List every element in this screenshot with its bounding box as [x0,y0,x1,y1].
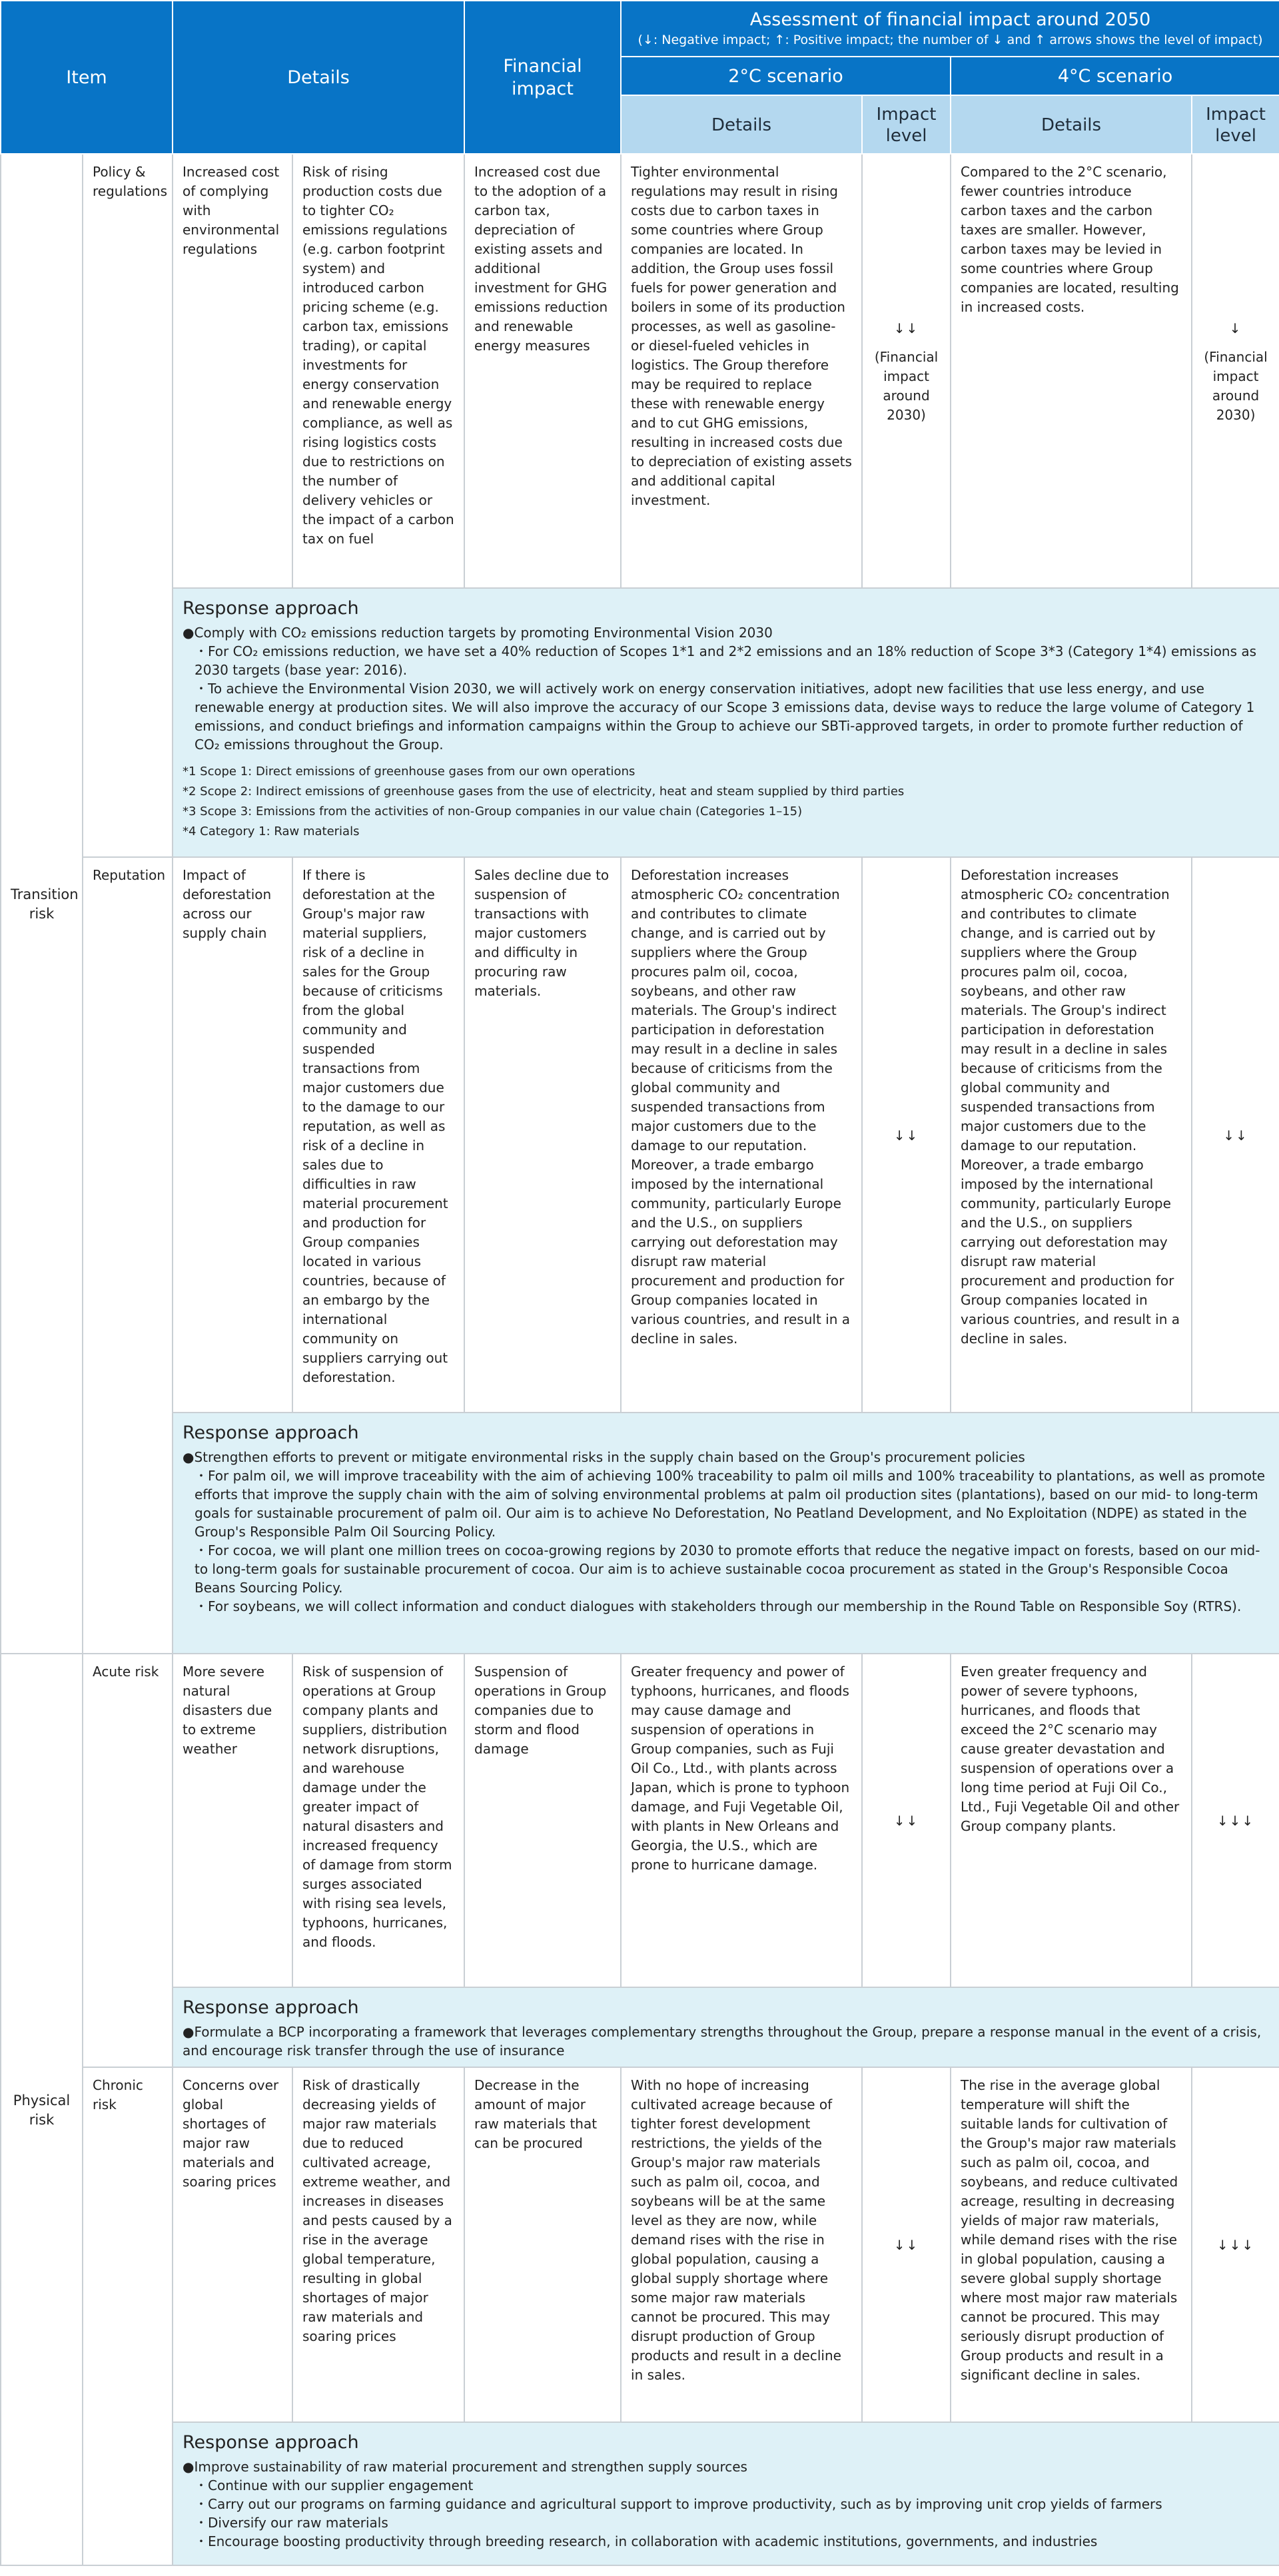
header-assessment-title: Assessment of financial impact around 2050 [749,9,1151,30]
details-cell: Risk of suspension of operations at Group company plants and suppliers, distribution network disruptions, and warehouse damage under the greater impact of natural disasters and increased frequency of damage from storm surges associated with rising sea levels, typhoons, hurricanes, and floods. [292,1654,464,1987]
category-physical-risk: Physical risk [1,1654,83,2565]
subcategory-chronic: Chronic risk [83,2067,173,2565]
header-item: Item [1,1,173,154]
impact-2c-cell [862,857,951,1413]
response-line: ・Carry out our programs on farming guidance and agricultural support to improve productivity, such as by improving unit crop yields of farmers [195,2496,1162,2512]
impact-4c-cell [1192,857,1279,1413]
header-details: Details [173,1,464,154]
subcategory-reputation: Reputation [83,857,173,1654]
footnote: *4 Category 1: Raw materials [183,824,360,838]
impact-4c-cell [1192,2067,1279,2422]
header-assessment [621,1,1279,57]
response-approach-policy [173,588,1279,857]
down-arrow-icon: ↓↓ [893,1127,919,1143]
header-4c-impact-level: Impact level [1192,95,1279,154]
response-bullet: ●Comply with CO₂ emissions reduction targets by promoting Environmental Vision 2030 [183,625,773,641]
response-bullet: ●Improve sustainability of raw material procurement and strengthen supply sources [183,2459,747,2475]
header-scenario-4c: 4°C scenario [951,57,1279,95]
impact-2c-cell [862,2067,951,2422]
details-cell: Risk of rising production costs due to tighter CO₂ emissions regulations (e.g. carbon footprint system) and introduced carbon pricing scheme (e.g. carbon tax, emissions trading), or capital investments for energy conservation and renewable energy compliance, as well as rising logistics costs due to restrictions on the number of delivery vehicles or the impact of a carbon tax on fuel [292,154,464,588]
category-transition-risk: Transition risk [1,154,83,1654]
down-arrow-icon: ↓↓↓ [1216,1813,1255,1829]
response-line: ・For soybeans, we will collect information and conduct dialogues with stakeholders through our membership in the Round Table on Responsible Soy (RTRS). [195,1598,1242,1614]
response-line: ・For cocoa, we will plant one million trees on cocoa-growing regions by 2030 to promote efforts that reduce the negative impact on forests, based on our mid- to long-term goals for sustainable procurement of cocoa. Our aim is to achieve sustainable cocoa procurement as stated in the Group's Responsible Cocoa Beans Sourcing Policy. [195,1542,1260,1596]
scenario-2c-details-cell: With no hope of increasing cultivated acreage because of tighter forest development restrictions, the yields of the Group's major raw materials such as palm oil, cocoa, and soybeans will be at the same level as they are now, while demand rises with the rise in global population, causing a global supply shortage where some major raw materials cannot be procured. This may disrupt production of Group products and result in a decline in sales. [621,2067,862,2422]
response-title: Response approach [183,1423,359,1443]
table-row [1,857,1279,1413]
response-title: Response approach [183,1997,359,2018]
response-line: ・For palm oil, we will improve traceability with the aim of achieving 100% traceability to palm oil mills and 100% traceability to plantations, as well as promote efforts that improve the supply chain with the aim of solving environmental problems at palm oil production sites (plantations), based on our mid- to long-term goals for sustainable procurement of palm oil. Our aim is to achieve No Deforestation, No Peatland Development, and No Exploitation (NDPE) as stated in the Group's Responsible Palm Oil Sourcing Policy. [195,1468,1266,1540]
details-cell: Risk of drastically decreasing yields of major raw materials due to reduced cultivated acreage, extreme weather, and increases in diseases and pests caused by a rise in the average global temperature, resulting in global shortages of major raw materials and soaring prices [292,2067,464,2422]
financial-impact-cell: Decrease in the amount of major raw materials that can be procured [464,2067,621,2422]
scenario-2c-details-cell: Tighter environmental regulations may result in rising costs due to carbon taxes in some countries where Group companies are located. In addition, the Group uses fossil fuels for power generation and boilers in some of its production processes, as well as gasoline- or diesel-fueled vehicles in logistics. The Group therefore may be required to replace these with renewable energy and to cut GHG emissions, resulting in increased costs due to depreciation of existing assets and additional capital investment. [621,154,862,588]
response-approach-reputation [173,1413,1279,1654]
down-arrow-icon: ↓↓ [893,1813,919,1829]
footnote: *2 Scope 2: Indirect emissions of greenhouse gases from the use of electricity, heat and steam supplied by third parties [183,785,905,799]
down-arrow-icon: ↓↓ [893,320,919,336]
header-4c-details: Details [951,95,1192,154]
header-2c-impact-level: Impact level [862,95,951,154]
down-arrow-icon: ↓↓ [1223,1127,1248,1143]
response-line: ・To achieve the Environmental Vision 2030, we will actively work on energy conservation initiatives, adopt new facilities that use less energy, and use renewable energy at production sites. We will also improve the accuracy of our Scope 3 emissions data, devise ways to reduce the large volume of Category 1 emissions, and conduct briefings and information campaigns within the Group to achieve our SBTi-approved targets, in order to promote further reduction of CO₂ emissions throughout the Group. [195,681,1255,753]
impact-note: (Financial impact around 2030) [1204,348,1268,423]
table-row [1,2067,1279,2422]
response-title: Response approach [183,2432,359,2453]
response-title: Response approach [183,598,359,619]
item-cell: More severe natural disasters due to extreme weather [173,1654,292,1987]
response-row [1,1987,1279,2067]
response-bullet: ●Formulate a BCP incorporating a framework that leverages complementary strengths throughout the Group, prepare a response manual in the event of a crisis, and encourage risk transfer through the use of insurance [183,2024,1262,2059]
impact-4c-cell [1192,154,1279,588]
header-assessment-legend: (↓: Negative impact; ↑: Positive impact; the number of ↓ and ↑ arrows shows the level of impact) [638,33,1263,47]
financial-impact-cell: Suspension of operations in Group companies due to storm and flood damage [464,1654,621,1987]
subcategory-acute: Acute risk [83,1654,173,2067]
footnote: *3 Scope 3: Emissions from the activities of non-Group companies in our value chain (Categories 1–15) [183,805,803,818]
table-row [1,1654,1279,1987]
scenario-4c-details-cell: Deforestation increases atmospheric CO₂ concentration and contributes to climate change, and is carried out by suppliers where the Group procures palm oil, cocoa, soybeans, and other raw materials. The Group's indirect participation in deforestation may result in a decline in sales because of criticisms from the global community and suspended transactions from major customers due to the damage to our reputation. Moreover, a trade embargo imposed by the international community, particularly Europe and the U.S., on suppliers carrying out deforestation may disrupt raw material procurement and production for Group companies located in various countries, and result in a decline in sales. [951,857,1192,1413]
response-row [1,2422,1279,2565]
down-arrow-icon: ↓↓ [893,2237,919,2253]
subcategory-policy: Policy & regulations [83,154,173,857]
item-cell: Concerns over global shortages of major raw materials and soaring prices [173,2067,292,2422]
response-line: ・For CO₂ emissions reduction, we have set a 40% reduction of Scopes 1*1 and 2*2 emissions and an 18% reduction of Scope 3*3 (Category 1*4) emissions as 2030 targets (base year: 2016). [195,643,1257,678]
item-cell: Increased cost of complying with environmental regulations [173,154,292,588]
response-bullet: ●Strengthen efforts to prevent or mitigate environmental risks in the supply chain based on the Group's procurement policies [183,1449,1025,1465]
response-row [1,1413,1279,1654]
down-arrow-icon: ↓ [1229,320,1242,336]
details-cell: If there is deforestation at the Group's major raw material suppliers, risk of a decline in sales for the Group because of criticisms from the global community and suspended transactions from major customers due to the damage to our reputation, as well as risk of a decline in sales due to difficulties in raw material procurement and production for Group companies located in various countries, because of an embargo by the international community on suppliers carrying out deforestation. [292,857,464,1413]
response-approach-acute [173,1987,1279,2067]
footnote: *1 Scope 1: Direct emissions of greenhouse gases from our own operations [183,765,636,779]
impact-2c-cell [862,154,951,588]
response-line: ・Continue with our supplier engagement [195,2477,474,2493]
header-financial-impact: Financial impact [464,1,621,154]
scenario-4c-details-cell: Even greater frequency and power of severe typhoons, hurricanes, and floods that exceed the 2°C scenario may cause greater devastation and suspension of operations over a long time period at Fuji Oil Co., Ltd., Fuji Vegetable Oil and other Group company plants. [951,1654,1192,1987]
impact-note: (Financial impact around 2030) [874,348,939,423]
scenario-2c-details-cell: Deforestation increases atmospheric CO₂ concentration and contributes to climate change, and is carried out by suppliers where the Group procures palm oil, cocoa, soybeans, and other raw materials. The Group's indirect participation in deforestation may result in a decline in sales because of criticisms from the global community and suspended transactions from major customers due to the damage to our reputation. Moreover, a trade embargo imposed by the international community, particularly Europe and the U.S., on suppliers carrying out deforestation may disrupt raw material procurement and production for Group companies located in various countries, and result in a decline in sales. [621,857,862,1413]
response-line: ・Encourage boosting productivity through breeding research, in collaboration with academic institutions, governments, and industries [195,2533,1098,2549]
header-scenario-2c: 2°C scenario [621,57,951,95]
scenario-4c-details-cell: Compared to the 2°C scenario, fewer countries introduce carbon taxes and the carbon taxes are smaller. However, carbon taxes may be levied in some countries where Group companies are located, resulting in increased costs. [951,154,1192,588]
response-approach-chronic [173,2422,1279,2565]
response-line: ・Diversify our raw materials [195,2515,388,2531]
response-row [1,588,1279,857]
scenario-2c-details-cell: Greater frequency and power of typhoons, hurricanes, and floods may cause damage and suspension of operations in Group companies, such as Fuji Oil Co., Ltd., with plants across Japan, which is prone to typhoon damage, and Fuji Vegetable Oil, with plants in New Orleans and Georgia, the U.S., which are prone to hurricane damage. [621,1654,862,1987]
financial-impact-cell: Sales decline due to suspension of transactions with major customers and difficulty in procuring raw materials. [464,857,621,1413]
footnotes [183,762,1270,842]
scenario-4c-details-cell: The rise in the average global temperature will shift the suitable lands for cultivation of the Group's major raw materials such as palm oil, cocoa, and soybeans, and reduce cultivated acreage, resulting in decreasing yields of major raw materials, while demand rises with the rise in global population, causing a severe global supply shortage where most major raw materials cannot be procured. This may seriously disrupt production of Group products and result in a significant decline in sales. [951,2067,1192,2422]
item-cell: Impact of deforestation across our supply chain [173,857,292,1413]
header-2c-details: Details [621,95,862,154]
table-row [1,154,1279,588]
financial-impact-cell: Increased cost due to the adoption of a carbon tax, depreciation of existing assets and additional investment for GHG emissions reduction and renewable energy measures [464,154,621,588]
impact-2c-cell [862,1654,951,1987]
down-arrow-icon: ↓↓↓ [1216,2237,1255,2253]
impact-4c-cell [1192,1654,1279,1987]
